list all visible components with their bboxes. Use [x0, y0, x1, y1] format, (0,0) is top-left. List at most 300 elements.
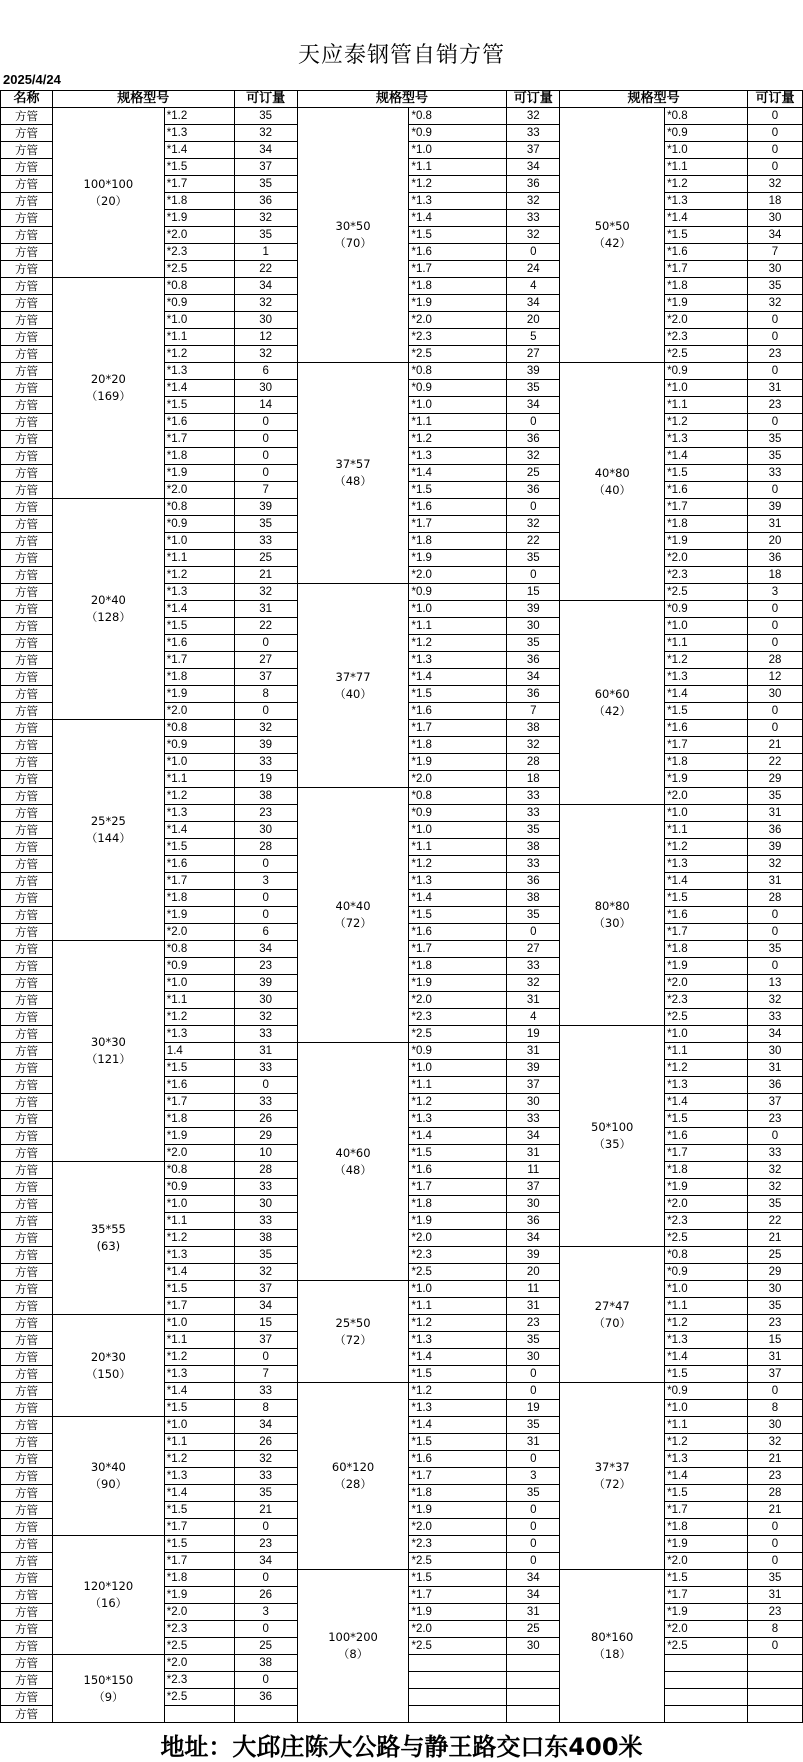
row-name: 方管 [1, 1689, 53, 1706]
quantity-cell: 32 [234, 295, 297, 312]
spec-size: 27*47 [594, 1298, 630, 1313]
spec-size: 40*60 [335, 1145, 371, 1160]
quantity-cell: 35 [234, 1247, 297, 1264]
quantity-cell: 36 [234, 1689, 297, 1706]
quantity-cell: 0 [507, 567, 560, 584]
spec-size: 50*100 [591, 1120, 634, 1134]
row-name: 方管 [1, 1315, 53, 1332]
thickness-cell: *1.4 [409, 465, 507, 482]
row-name: 方管 [1, 890, 53, 907]
thickness-cell: *1.3 [164, 1026, 234, 1043]
thickness-cell: *1.4 [409, 890, 507, 907]
row-name: 方管 [1, 652, 53, 669]
thickness-cell: *1.6 [665, 907, 748, 924]
thickness-cell [164, 1706, 234, 1723]
thickness-cell: *1.6 [665, 482, 748, 499]
thickness-cell: *1.9 [409, 550, 507, 567]
quantity-cell [234, 1706, 297, 1723]
thickness-cell: *1.1 [409, 1298, 507, 1315]
thickness-cell: *1.3 [409, 652, 507, 669]
row-name: 方管 [1, 669, 53, 686]
quantity-cell: 22 [234, 618, 297, 635]
quantity-cell: 34 [234, 941, 297, 958]
thickness-cell: *1.5 [409, 1145, 507, 1162]
row-name: 方管 [1, 1094, 53, 1111]
spec-count: （150） [85, 1366, 131, 1381]
thickness-cell: *1.3 [665, 431, 748, 448]
thickness-cell: *0.8 [665, 108, 748, 125]
quantity-cell: 23 [234, 958, 297, 975]
thickness-cell: *1.3 [164, 1366, 234, 1383]
spec-size: 30*40 [90, 1460, 126, 1474]
thickness-cell: *0.9 [409, 125, 507, 142]
thickness-cell: *1.0 [665, 1026, 748, 1043]
row-name: 方管 [1, 516, 53, 533]
thickness-cell: *1.2 [665, 176, 748, 193]
row-name: 方管 [1, 754, 53, 771]
quantity-cell: 37 [507, 1077, 560, 1094]
thickness-cell: *1.0 [665, 1281, 748, 1298]
quantity-cell: 37 [234, 159, 297, 176]
quantity-cell: 28 [748, 890, 803, 907]
thickness-cell: *1.9 [164, 465, 234, 482]
spec-count: （121） [85, 1052, 131, 1066]
thickness-cell: *1.6 [164, 414, 234, 431]
thickness-cell: *1.1 [164, 1434, 234, 1451]
thickness-cell: *0.9 [409, 805, 507, 822]
thickness-cell: *0.8 [164, 1162, 234, 1179]
thickness-cell: *1.8 [409, 1485, 507, 1502]
row-name: 方管 [1, 1009, 53, 1026]
thickness-cell: *1.2 [409, 1094, 507, 1111]
quantity-cell: 38 [234, 788, 297, 805]
quantity-cell: 32 [748, 856, 803, 873]
quantity-cell: 7 [748, 244, 803, 261]
thickness-cell: *0.9 [409, 1043, 507, 1060]
thickness-cell: *1.5 [409, 227, 507, 244]
thickness-cell: *1.8 [665, 941, 748, 958]
spec-cell [52, 1315, 164, 1417]
quantity-cell: 8 [748, 1621, 803, 1638]
thickness-cell: *1.5 [409, 1366, 507, 1383]
thickness-cell: *1.1 [409, 159, 507, 176]
thickness-cell: *1.6 [665, 244, 748, 261]
thickness-cell: *1.0 [409, 1281, 507, 1298]
quantity-cell: 35 [234, 1485, 297, 1502]
quantity-cell: 0 [748, 924, 803, 941]
quantity-cell: 0 [748, 1519, 803, 1536]
spec-cell [52, 1417, 164, 1536]
thickness-cell: *2.0 [665, 550, 748, 567]
quantity-cell: 31 [748, 805, 803, 822]
thickness-cell: *1.1 [665, 159, 748, 176]
spec-size: 100*100 [83, 176, 134, 191]
quantity-cell: 34 [507, 1128, 560, 1145]
quantity-cell: 32 [748, 295, 803, 312]
quantity-cell: 0 [748, 108, 803, 125]
row-name: 方管 [1, 1128, 53, 1145]
quantity-cell: 31 [507, 1145, 560, 1162]
thickness-cell: *2.3 [409, 1009, 507, 1026]
spec-size: 40*80 [594, 465, 630, 480]
row-name: 方管 [1, 635, 53, 652]
quantity-cell: 35 [507, 380, 560, 397]
quantity-cell: 38 [234, 1230, 297, 1247]
thickness-cell: *1.8 [665, 1162, 748, 1179]
spec-cell [52, 720, 164, 941]
thickness-cell: *0.8 [164, 941, 234, 958]
quantity-cell: 22 [748, 1213, 803, 1230]
quantity-cell: 31 [507, 1604, 560, 1621]
thickness-cell: *1.2 [665, 652, 748, 669]
quantity-cell: 36 [507, 873, 560, 890]
spec-size: 60*60 [594, 686, 630, 701]
quantity-cell: 32 [748, 1162, 803, 1179]
row-name: 方管 [1, 1298, 53, 1315]
thickness-cell: *1.7 [665, 1145, 748, 1162]
thickness-cell: *1.2 [409, 1383, 507, 1400]
thickness-cell: *1.6 [409, 499, 507, 516]
quantity-cell: 21 [234, 567, 297, 584]
quantity-cell: 23 [748, 397, 803, 414]
thickness-cell: *1.1 [164, 992, 234, 1009]
row-name: 方管 [1, 278, 53, 295]
spec-cell [297, 1281, 409, 1383]
thickness-cell: *1.7 [164, 431, 234, 448]
quantity-cell: 27 [507, 941, 560, 958]
spec-size: 80*160 [591, 1630, 634, 1644]
quantity-cell: 8 [234, 686, 297, 703]
quantity-cell: 1 [234, 244, 297, 261]
spec-cell [52, 108, 164, 278]
quantity-cell: 0 [748, 414, 803, 431]
quantity-cell: 15 [507, 584, 560, 601]
quantity-cell: 35 [507, 635, 560, 652]
spec-size: 100*200 [328, 1630, 378, 1644]
thickness-cell: *1.0 [665, 618, 748, 635]
quantity-cell: 33 [234, 1468, 297, 1485]
thickness-cell: *1.7 [164, 176, 234, 193]
thickness-cell: *1.1 [665, 822, 748, 839]
row-name: 方管 [1, 1145, 53, 1162]
quantity-cell: 30 [234, 992, 297, 1009]
row-name: 方管 [1, 1672, 53, 1689]
thickness-cell [409, 1672, 507, 1689]
row-name: 方管 [1, 363, 53, 380]
thickness-cell: *1.5 [665, 1366, 748, 1383]
thickness-cell: *1.3 [409, 448, 507, 465]
spec-count: （16） [89, 1596, 128, 1610]
thickness-cell: *1.9 [665, 1536, 748, 1553]
spec-count: （30） [593, 916, 632, 930]
thickness-cell: *2.0 [409, 992, 507, 1009]
quantity-cell: 0 [748, 329, 803, 346]
thickness-cell: *1.5 [164, 839, 234, 856]
thickness-cell: *1.4 [409, 1128, 507, 1145]
row-name: 方管 [1, 1247, 53, 1264]
row-name: 方管 [1, 1417, 53, 1434]
row-name: 方管 [1, 1553, 53, 1570]
row-name: 方管 [1, 737, 53, 754]
quantity-cell: 35 [507, 822, 560, 839]
quantity-cell: 12 [234, 329, 297, 346]
quantity-cell: 0 [507, 499, 560, 516]
thickness-cell: *1.0 [409, 142, 507, 159]
thickness-cell: *1.7 [665, 1502, 748, 1519]
row-name: 方管 [1, 907, 53, 924]
thickness-cell: *1.4 [409, 210, 507, 227]
quantity-cell: 37 [748, 1366, 803, 1383]
quantity-cell: 33 [234, 1213, 297, 1230]
quantity-cell: 25 [507, 1621, 560, 1638]
thickness-cell: *1.6 [409, 924, 507, 941]
thickness-cell: *1.4 [164, 380, 234, 397]
thickness-cell: *1.5 [164, 1400, 234, 1417]
quantity-cell: 35 [748, 1298, 803, 1315]
quantity-cell: 22 [507, 533, 560, 550]
thickness-cell: *1.2 [665, 1434, 748, 1451]
thickness-cell: *1.1 [409, 618, 507, 635]
quantity-cell: 35 [748, 431, 803, 448]
quantity-cell: 33 [234, 1060, 297, 1077]
spec-cell [560, 601, 665, 805]
quantity-cell: 32 [234, 125, 297, 142]
quantity-cell: 30 [507, 1196, 560, 1213]
quantity-cell: 28 [234, 839, 297, 856]
thickness-cell: *1.9 [409, 1604, 507, 1621]
quantity-cell: 33 [234, 533, 297, 550]
thickness-cell [665, 1689, 748, 1706]
quantity-cell: 39 [507, 1060, 560, 1077]
thickness-cell: *1.2 [409, 176, 507, 193]
quantity-cell: 10 [234, 1145, 297, 1162]
thickness-cell: *1.0 [409, 397, 507, 414]
quantity-cell: 18 [748, 193, 803, 210]
quantity-cell: 14 [234, 397, 297, 414]
thickness-cell: *1.4 [164, 1383, 234, 1400]
thickness-cell: *1.3 [409, 1332, 507, 1349]
quantity-cell: 0 [748, 312, 803, 329]
thickness-cell: *1.2 [164, 1009, 234, 1026]
quantity-cell: 21 [748, 1230, 803, 1247]
quantity-cell: 38 [507, 890, 560, 907]
quantity-cell: 34 [234, 278, 297, 295]
row-name: 方管 [1, 1570, 53, 1587]
spec-cell [297, 1383, 409, 1570]
quantity-cell: 0 [234, 703, 297, 720]
thickness-cell: *1.8 [409, 533, 507, 550]
spec-cell [52, 278, 164, 499]
spec-cell [560, 1026, 665, 1247]
spec-size: 37*77 [335, 669, 371, 684]
row-name: 方管 [1, 261, 53, 278]
date-label: 2025/4/24 [3, 72, 61, 87]
row-name: 方管 [1, 839, 53, 856]
quantity-cell: 31 [507, 1434, 560, 1451]
quantity-cell: 26 [234, 1434, 297, 1451]
row-name: 方管 [1, 805, 53, 822]
thickness-cell: *2.3 [409, 1247, 507, 1264]
spec-cell [52, 499, 164, 720]
quantity-cell: 32 [234, 584, 297, 601]
quantity-cell: 0 [748, 618, 803, 635]
quantity-cell: 30 [234, 312, 297, 329]
thickness-cell: *1.3 [164, 363, 234, 380]
thickness-cell: *0.9 [164, 1179, 234, 1196]
quantity-cell: 30 [748, 261, 803, 278]
thickness-cell: *2.3 [665, 329, 748, 346]
thickness-cell: *1.5 [665, 890, 748, 907]
row-name: 方管 [1, 1383, 53, 1400]
quantity-cell [748, 1689, 803, 1706]
thickness-cell: *2.3 [164, 244, 234, 261]
thickness-cell: *1.5 [665, 1111, 748, 1128]
spec-cell [560, 363, 665, 601]
thickness-cell: *2.3 [409, 1536, 507, 1553]
quantity-cell: 3 [234, 1604, 297, 1621]
thickness-cell [409, 1706, 507, 1723]
quantity-cell: 21 [748, 737, 803, 754]
thickness-cell: *2.5 [409, 1026, 507, 1043]
spec-count: （42） [593, 703, 632, 718]
thickness-cell: *2.5 [665, 1009, 748, 1026]
thickness-cell: *1.7 [409, 261, 507, 278]
thickness-cell: *0.8 [409, 788, 507, 805]
thickness-cell: *1.5 [665, 1570, 748, 1587]
spec-count: （169） [85, 389, 131, 403]
thickness-cell: *1.6 [409, 244, 507, 261]
thickness-cell: *1.9 [164, 686, 234, 703]
row-name: 方管 [1, 380, 53, 397]
quantity-cell: 0 [748, 482, 803, 499]
spec-count: （72） [593, 1477, 632, 1491]
table-row [1, 108, 803, 125]
quantity-cell: 15 [748, 1332, 803, 1349]
thickness-cell: *0.9 [164, 295, 234, 312]
quantity-cell: 35 [748, 788, 803, 805]
thickness-cell: *1.7 [665, 737, 748, 754]
thickness-cell: *1.8 [665, 754, 748, 771]
quantity-cell: 4 [507, 1009, 560, 1026]
spec-count: （42） [593, 236, 632, 250]
quantity-cell: 23 [234, 805, 297, 822]
row-name: 方管 [1, 720, 53, 737]
thickness-cell: *1.5 [164, 159, 234, 176]
thickness-cell: *1.3 [665, 856, 748, 873]
spec-size: 25*50 [335, 1315, 371, 1330]
quantity-cell: 38 [234, 1655, 297, 1672]
thickness-cell: *1.9 [164, 210, 234, 227]
row-name: 方管 [1, 346, 53, 363]
thickness-cell: *1.1 [164, 1213, 234, 1230]
quantity-cell: 35 [507, 550, 560, 567]
thickness-cell: *2.5 [164, 1689, 234, 1706]
quantity-cell: 32 [507, 193, 560, 210]
spec-count: （72） [334, 916, 372, 930]
quantity-cell: 29 [748, 771, 803, 788]
thickness-cell: *1.8 [164, 1570, 234, 1587]
thickness-cell: *2.0 [164, 482, 234, 499]
thickness-cell: *1.3 [164, 805, 234, 822]
quantity-cell: 37 [234, 1332, 297, 1349]
thickness-cell: *1.4 [665, 1349, 748, 1366]
thickness-cell: *0.8 [164, 499, 234, 516]
quantity-cell: 0 [234, 465, 297, 482]
quantity-cell: 0 [748, 907, 803, 924]
quantity-cell: 35 [748, 448, 803, 465]
quantity-cell: 3 [234, 873, 297, 890]
quantity-cell: 0 [234, 856, 297, 873]
thickness-cell: *1.3 [665, 669, 748, 686]
thickness-cell: *2.5 [409, 346, 507, 363]
spec-cell [297, 788, 409, 1043]
quantity-cell: 21 [234, 1502, 297, 1519]
row-name: 方管 [1, 465, 53, 482]
thickness-cell: *2.0 [665, 1196, 748, 1213]
quantity-cell: 32 [507, 108, 560, 125]
quantity-cell: 33 [234, 1026, 297, 1043]
quantity-cell: 34 [507, 669, 560, 686]
thickness-cell: *2.0 [409, 1230, 507, 1247]
thickness-cell: *1.7 [665, 924, 748, 941]
row-name: 方管 [1, 924, 53, 941]
thickness-cell: *1.2 [164, 1230, 234, 1247]
thickness-cell: *1.7 [409, 1468, 507, 1485]
thickness-cell: *1.1 [665, 1043, 748, 1060]
thickness-cell: *2.0 [409, 1621, 507, 1638]
quantity-cell: 28 [748, 652, 803, 669]
spec-size: 30*50 [335, 219, 371, 233]
quantity-cell: 31 [234, 1043, 297, 1060]
row-name: 方管 [1, 1587, 53, 1604]
spec-cell [297, 584, 409, 788]
quantity-cell: 30 [507, 1094, 560, 1111]
thickness-cell: *1.4 [409, 1417, 507, 1434]
quantity-cell: 28 [234, 1162, 297, 1179]
row-name: 方管 [1, 703, 53, 720]
thickness-cell: *0.8 [409, 108, 507, 125]
thickness-cell: *0.9 [665, 363, 748, 380]
spec-size: 20*30 [90, 1349, 126, 1364]
header-qty-3: 可订量 [748, 91, 803, 108]
thickness-cell: *1.8 [665, 278, 748, 295]
thickness-cell: *1.0 [164, 312, 234, 329]
thickness-cell: *1.5 [164, 1281, 234, 1298]
quantity-cell: 30 [507, 1638, 560, 1655]
row-name: 方管 [1, 771, 53, 788]
quantity-cell: 30 [234, 1196, 297, 1213]
spec-count: （70） [334, 236, 372, 250]
quantity-cell: 21 [748, 1451, 803, 1468]
quantity-cell: 0 [748, 720, 803, 737]
thickness-cell: *1.4 [665, 1468, 748, 1485]
row-name: 方管 [1, 1485, 53, 1502]
thickness-cell: *1.0 [164, 754, 234, 771]
quantity-cell: 33 [507, 958, 560, 975]
thickness-cell: *1.5 [665, 227, 748, 244]
thickness-cell: *1.0 [164, 1417, 234, 1434]
thickness-cell: *1.7 [164, 1298, 234, 1315]
thickness-cell: *0.8 [164, 278, 234, 295]
quantity-cell [507, 1706, 560, 1723]
spec-count: (63) [96, 1239, 121, 1253]
row-name: 方管 [1, 1332, 53, 1349]
thickness-cell: *1.0 [665, 142, 748, 159]
thickness-cell: *2.0 [409, 1519, 507, 1536]
row-name: 方管 [1, 1060, 53, 1077]
quantity-cell: 11 [507, 1281, 560, 1298]
quantity-cell: 39 [234, 499, 297, 516]
